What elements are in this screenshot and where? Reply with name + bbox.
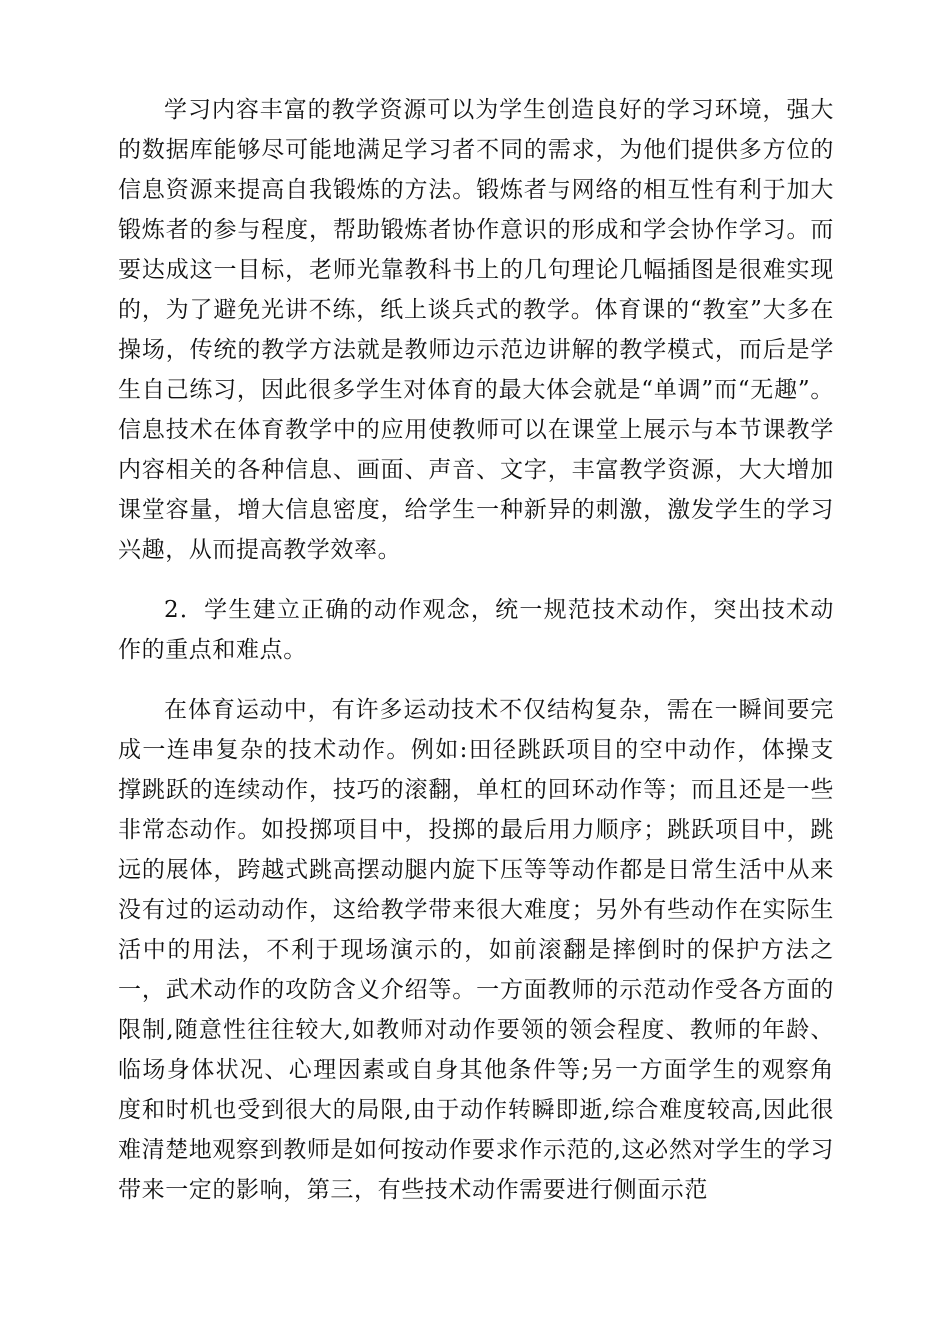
paragraph-teaching-resources: 学习内容丰富的教学资源可以为学生创造良好的学习环境，强大的数据库能够尽可能地满足学习者不同的需求，为他们提供多方位的信息资源来提高自我锻炼的方法。锻炼者与网络的相互性有利于加大锻炼者的参与程度，帮助锻炼者协作意识的形成和学会协作学习。而要达成这一目标，老师光靠教科书上的几句理论几幅插图是很难实现的，为了避免光讲不练，纸上谈兵式的教学。体育课的“教室”大多在操场，传统的教学方法就是教师边示范边讲解的教学模式，而后是学生自己练习，因此很多学生对体育的最大体会就是“单调”而“无趣”。信息技术在体育教学中的应用使教师可以在课堂上展示与本节课教学内容相关的各种信息、画面、声音、文字，丰富教学资源，大大增加课堂容量，增大信息密度，给学生一种新异的刺激，激发学生的学习兴趣，从而提高教学效率。 bbox=[118, 97, 834, 563]
paragraph-complex-movements: 在体育运动中，有许多运动技术不仅结构复杂，需在一瞬间要完成一连串复杂的技术动作。例如:田径跳跃项目的空中动作，体操支撑跳跃的连续动作，技巧的滚翻，单杠的回环动作等；而且还是一些非常态动作。如投掷项目中，投掷的最后用力顺序；跳跃项目中，跳远的展体，跨越式跳高摆动腿内旋下压等等动作都是日常生活中从来没有过的运动动作，这给教学带来很大难度；另外有些动作在实际生活中的用法，不利于现场演示的，如前滚翻是摔倒时的保护方法之一，武术动作的攻防含义介绍等。一方面教师的示范动作受各方面的限制,随意性往往较大,如教师对动作要领的领会程度、教师的年龄、临场身体状况、心理因素或自身其他条件等;另一方面学生的观察角度和时机也受到很大的局限,由于动作转瞬即逝,综合难度较高,因此很难清楚地观察到教师是如何按动作要求作示范的,这必然对学生的学习带来一定的影响，第三，有些技术动作需要进行侧面示范 bbox=[118, 697, 834, 1203]
paragraph-heading-2: 2．学生建立正确的动作观念，统一规范技术动作，突出技术动作的重点和难点。 bbox=[118, 597, 834, 663]
document-page bbox=[118, 90, 834, 1210]
